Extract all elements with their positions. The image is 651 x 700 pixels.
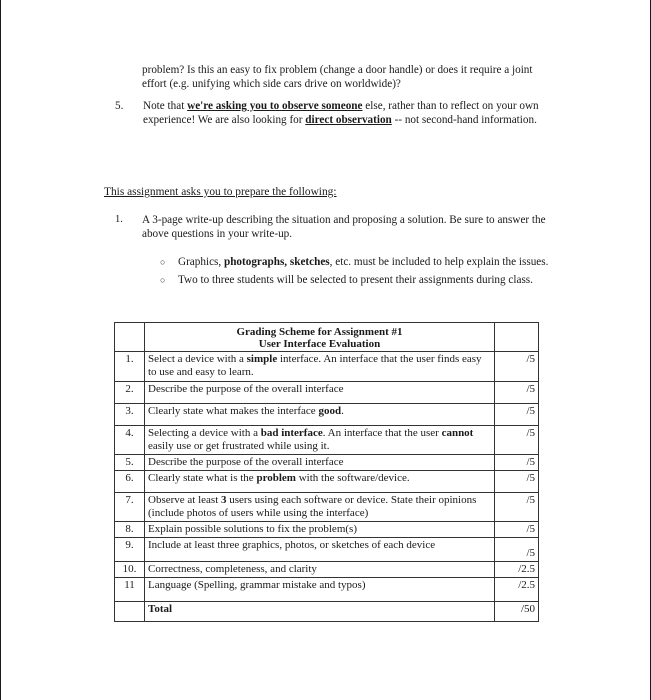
list-item-number: 1. (115, 214, 123, 225)
table-row: 2. Describe the purpose of the overall interface /5 (115, 382, 539, 404)
grading-title-row (115, 323, 539, 352)
table-row: 1. Select a device with a simple interface. An interface that the user finds easy to use and easy to learn. /5 (115, 352, 539, 382)
table-row: 11 Language (Spelling, grammar mistake and typos) /2.5 (115, 578, 539, 602)
table-row: 7. Observe at least 3 users using each software or device. State their opinions (include photos of users while using the interface) /5 (115, 493, 539, 522)
table-row: 8. Explain possible solutions to fix the problem(s) /5 (115, 522, 539, 538)
list-item-text: Note that we're asking you to observe someone else, rather than to reflect on your own experience! We are also looking for direct observation -- not second-hand information. (143, 100, 539, 126)
table-row: 5. Describe the purpose of the overall interface /5 (115, 455, 539, 471)
emphasis-direct-observation: direct observation (305, 114, 392, 126)
table-row: 4. Selecting a device with a bad interface. An interface that the user cannot easily use or get frustrated while using it. /5 (115, 426, 539, 455)
table-row: 9. Include at least three graphics, photos, or sketches of each device /5 (115, 538, 539, 562)
total-row (115, 602, 539, 622)
emphasis-observe: we're asking you to observe someone (187, 100, 363, 112)
total-points: /50 (495, 602, 539, 622)
total-label: Total (148, 603, 173, 615)
bullet-item: ○ Graphics, photographs, sketches, etc. must be included to help explain the issues. (160, 256, 549, 268)
bullet-item: ○ Two to three students will be selected to present their assignments during class. (160, 274, 533, 286)
grading-subtitle: User Interface Evaluation (258, 338, 381, 350)
list-item-number: 5. (115, 100, 124, 112)
bullet-circle-icon: ○ (160, 257, 166, 267)
continued-paragraph: problem? Is this an easy to fix problem (change a door handle) or does it require a joint effort (e.g. unifying which side cars drive on worldwide)? (142, 64, 533, 90)
assignment-heading: This assignment asks you to prepare the following: (104, 186, 337, 198)
list-item-text: A 3-page write-up describing the situation and proposing a solution. Be sure to answer the above questions in your write-up. (142, 214, 546, 240)
bullet-circle-icon: ○ (160, 275, 166, 285)
table-row: 3. Clearly state what makes the interface good. /5 (115, 404, 539, 426)
table-row: 6. Clearly state what is the problem with the software/device. /5 (115, 471, 539, 493)
left-border (0, 0, 1, 700)
grading-table (114, 322, 539, 622)
table-row: 10. Correctness, completeness, and clarity /2.5 (115, 562, 539, 578)
assignment-bullets (158, 255, 558, 291)
grading-title: Grading Scheme for Assignment #1 (236, 326, 403, 338)
